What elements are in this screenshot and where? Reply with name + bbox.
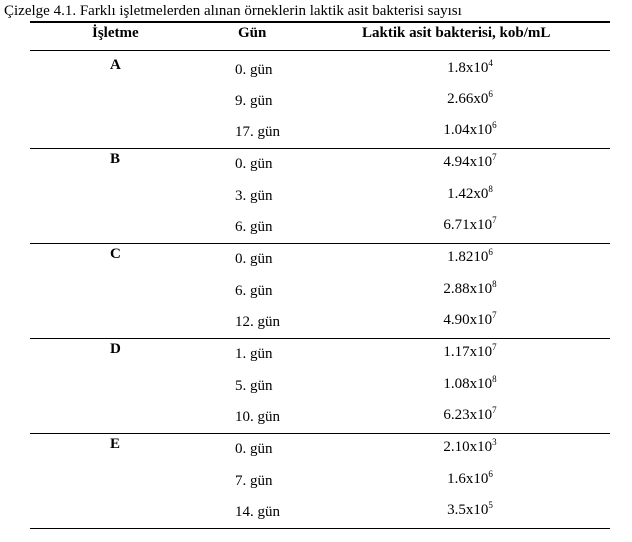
day-cell: 1. gün — [235, 346, 273, 362]
table-row — [30, 212, 610, 243]
table-row — [30, 149, 610, 180]
top-rule — [30, 21, 610, 23]
count-cell: $1.8x10^4$ — [447, 58, 493, 76]
day-cell: 0. gün — [235, 62, 273, 78]
count-cell: $1.08x10^8$ — [443, 374, 497, 392]
count-cell: 1.8210$^6$ — [447, 247, 493, 265]
header-laktik-asit-bakterisi: Laktik asit bakterisi, kob/mL — [362, 25, 551, 41]
table-row — [30, 181, 610, 212]
count-cell: $2.66x0^6$ — [447, 89, 493, 107]
header-rule — [30, 50, 610, 51]
table-row — [30, 307, 610, 338]
table-row — [30, 55, 610, 86]
day-cell: 6. gün — [235, 219, 273, 235]
day-cell: 17. gün — [235, 124, 280, 140]
isletme-label: C — [110, 246, 121, 262]
isletme-label: B — [110, 151, 121, 167]
day-cell: 6. gün — [235, 283, 273, 299]
count-cell: $2.10x10^3$ — [443, 437, 497, 455]
table-row — [30, 402, 610, 433]
header-gun: Gün — [238, 25, 267, 41]
isletme-label: E — [110, 436, 121, 452]
day-cell: 9. gün — [235, 93, 273, 109]
header-isletme: İşletme — [92, 25, 139, 41]
count-cell: $6.71x10^7$ — [443, 215, 497, 233]
table-row — [30, 86, 610, 117]
bottom-rule — [30, 528, 610, 529]
table-row — [30, 339, 610, 370]
table-row — [30, 434, 610, 465]
count-cell: $6.23x10^7$ — [443, 405, 497, 423]
day-cell: 3. gün — [235, 188, 273, 204]
table-row — [30, 497, 610, 528]
day-cell: 0. gün — [235, 441, 273, 457]
count-cell: $4.90x10^7$ — [443, 310, 497, 328]
day-cell: 14. gün — [235, 504, 280, 520]
count-cell: $1.42x0^8$ — [447, 184, 493, 202]
table-row — [30, 371, 610, 402]
table-row — [30, 276, 610, 307]
table-row — [30, 117, 610, 148]
isletme-label: D — [110, 341, 121, 357]
count-cell: $4.94x10^7$ — [443, 152, 497, 170]
day-cell: 5. gün — [235, 378, 273, 394]
count-cell: $1.17x10^7$ — [443, 342, 497, 360]
day-cell: 12. gün — [235, 314, 280, 330]
count-cell: $1.6x10^6$ — [447, 469, 493, 487]
table-caption: Çizelge 4.1. Farklı işletmelerden alınan örneklerin laktik asit bakterisi sayısı — [4, 3, 462, 19]
day-cell: 0. gün — [235, 251, 273, 267]
count-cell: $2.88x10^8$ — [443, 279, 497, 297]
day-cell: 7. gün — [235, 473, 273, 489]
count-cell: $1.04x10^6$ — [443, 120, 497, 138]
count-cell: $3.5x10^5$ — [447, 500, 493, 518]
table-row — [30, 466, 610, 497]
day-cell: 10. gün — [235, 409, 280, 425]
day-cell: 0. gün — [235, 156, 273, 172]
table-row — [30, 244, 610, 275]
isletme-label: A — [110, 57, 121, 73]
